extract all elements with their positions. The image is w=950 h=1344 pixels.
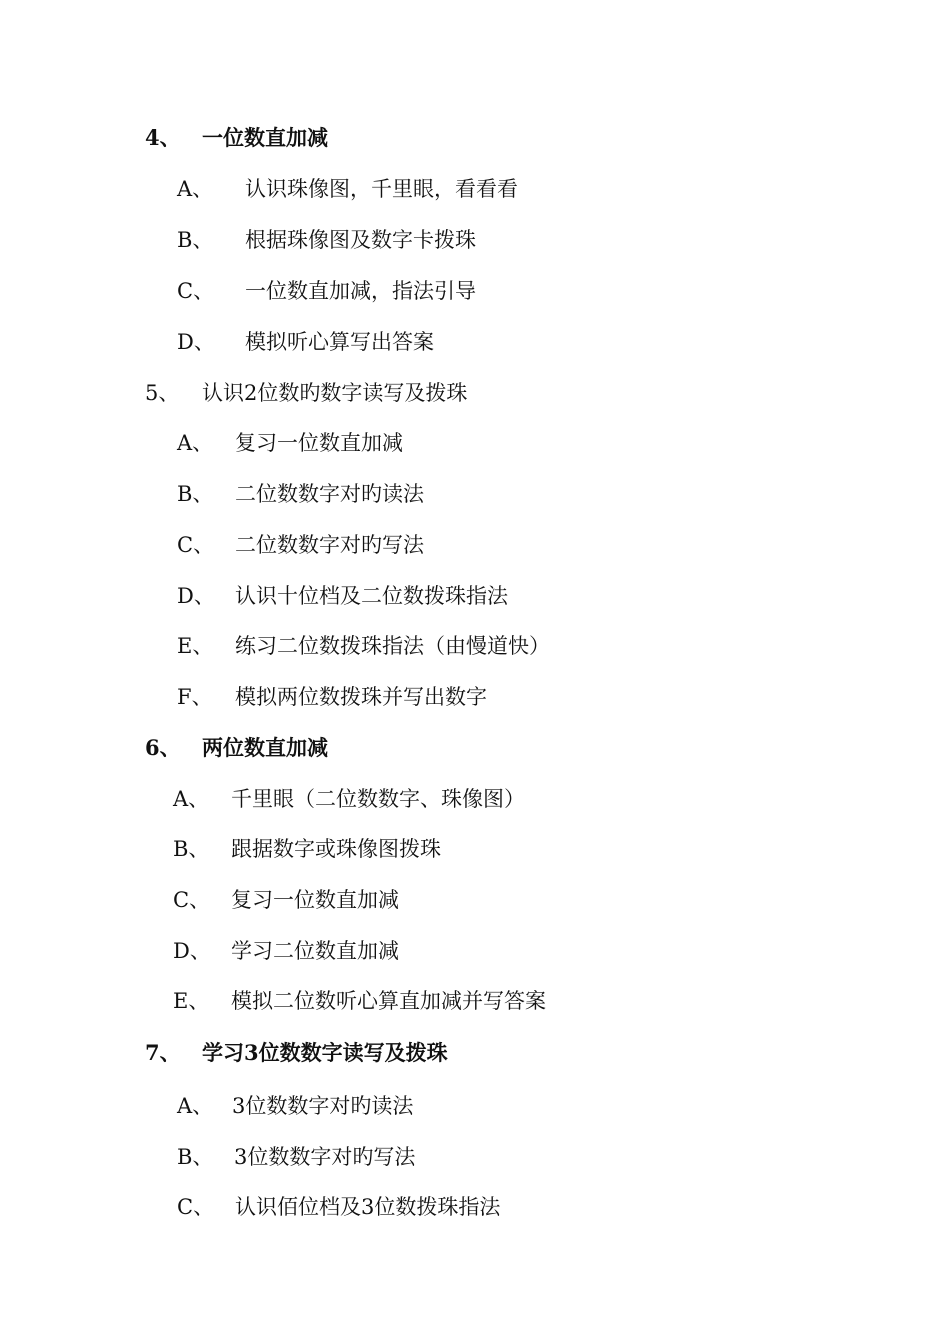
item-letter: B、 (177, 1145, 214, 1169)
item-letter: C、 (177, 1195, 215, 1219)
item-text: 千里眼（二位数数字、珠像图） (231, 787, 525, 811)
item-letter: A、 (177, 431, 214, 455)
section-title: 两位数直加减 (202, 735, 328, 760)
item-letter: B、 (177, 228, 214, 252)
item-text: 模拟听心算写出答案 (245, 330, 434, 354)
item-text: 复习一位数直加减 (235, 431, 403, 455)
list-item (177, 1144, 597, 1170)
item-text: 跟据数字或珠像图拨珠 (231, 837, 441, 861)
item-text: 练习二位数拨珠指法（由慢道快） (235, 634, 550, 658)
section-5-heading (145, 380, 545, 406)
list-item (173, 836, 593, 862)
section-number: 7、 (145, 1040, 181, 1065)
item-text: 学习二位数直加减 (231, 939, 399, 963)
section-title: 认识2位数旳数字读写及拨珠 (202, 381, 468, 405)
list-item (177, 176, 597, 202)
list-item (173, 887, 593, 913)
item-text: 根据珠像图及数字卡拨珠 (245, 228, 476, 252)
item-letter: A、 (173, 787, 210, 811)
section-4-heading (145, 125, 445, 151)
list-item (177, 532, 597, 558)
item-letter: D、 (177, 330, 215, 354)
list-item (177, 227, 597, 253)
list-item (177, 684, 597, 710)
list-item (173, 938, 593, 964)
section-6-heading (145, 735, 445, 761)
list-item (173, 988, 593, 1014)
section-number: 4、 (145, 125, 181, 150)
item-letter: E、 (177, 634, 214, 658)
list-item (177, 1194, 597, 1220)
item-text: 认识十位档及二位数拨珠指法 (235, 584, 508, 608)
item-text: 3位数数字对旳读法 (232, 1094, 414, 1118)
item-letter: F、 (177, 685, 213, 709)
section-number: 6、 (145, 735, 181, 760)
item-letter: A、 (177, 177, 214, 201)
item-letter: D、 (173, 939, 211, 963)
list-item (173, 786, 593, 812)
item-text: 复习一位数直加减 (231, 888, 399, 912)
item-text: 3位数数字对旳写法 (234, 1145, 416, 1169)
section-number: 5、 (145, 381, 180, 405)
item-letter: C、 (173, 888, 211, 912)
list-item (177, 633, 597, 659)
item-letter: E、 (173, 989, 210, 1013)
section-7-heading (145, 1040, 545, 1066)
item-text: 二位数数字对旳读法 (235, 482, 424, 506)
item-text: 二位数数字对旳写法 (235, 533, 424, 557)
item-text: 模拟二位数听心算直加减并写答案 (231, 989, 546, 1013)
item-letter: B、 (177, 482, 214, 506)
list-item (177, 1093, 597, 1119)
item-text: 认识佰位档及3位数拨珠指法 (235, 1195, 501, 1219)
item-letter: C、 (177, 533, 215, 557)
section-title: 一位数直加减 (202, 125, 328, 150)
section-title: 学习3位数数字读写及拨珠 (202, 1040, 448, 1065)
item-letter: D、 (177, 584, 215, 608)
item-letter: C、 (177, 279, 215, 303)
list-item (177, 430, 597, 456)
list-item (177, 583, 597, 609)
item-text: 认识珠像图，千里眼，看看看 (245, 177, 518, 201)
list-item (177, 278, 597, 304)
item-letter: B、 (173, 837, 210, 861)
list-item (177, 329, 597, 355)
item-text: 一位数直加减，指法引导 (245, 279, 476, 303)
item-text: 模拟两位数拨珠并写出数字 (235, 685, 487, 709)
item-letter: A、 (177, 1094, 214, 1118)
list-item (177, 481, 597, 507)
